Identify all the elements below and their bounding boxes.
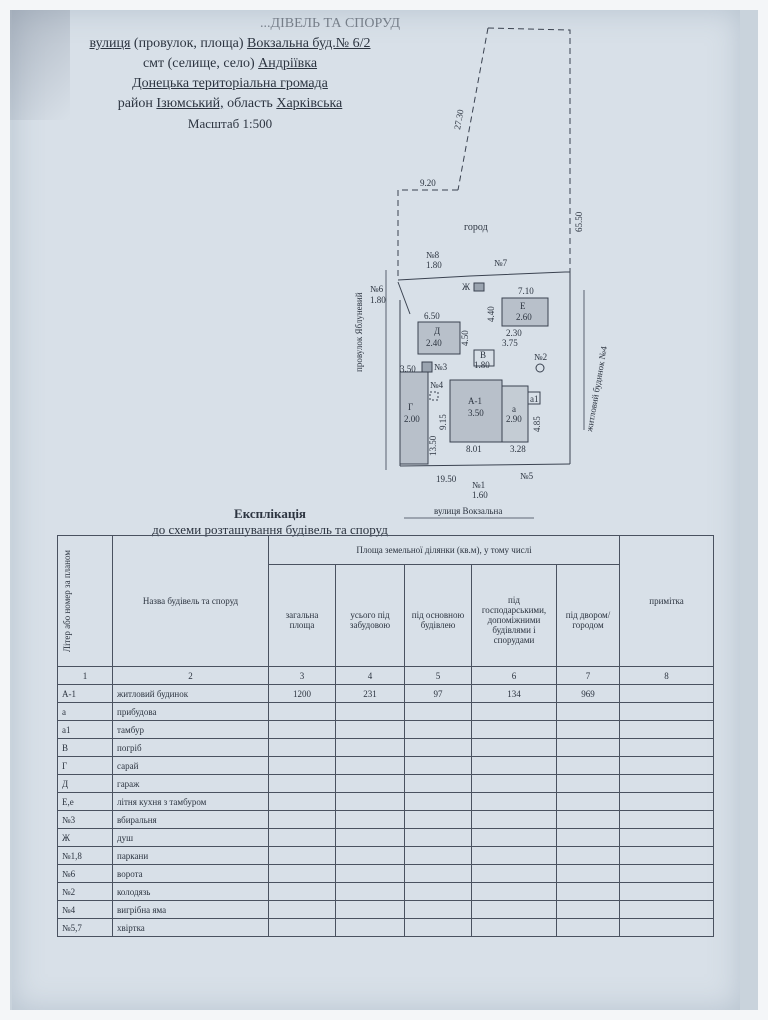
- empty-cell: [336, 739, 405, 757]
- dim-485: 4.85: [532, 416, 542, 432]
- row-name: погріб: [113, 739, 269, 757]
- empty-cell: [405, 919, 472, 937]
- row-letter: №5,7: [58, 919, 113, 937]
- settlement-value: Андріївка: [258, 56, 318, 71]
- shower-zh: [474, 283, 484, 291]
- empty-cell: [336, 811, 405, 829]
- row-letter: №6: [58, 865, 113, 883]
- row-letter: Е,е: [58, 793, 113, 811]
- plot-boundary-dashed: [488, 28, 570, 272]
- empty-cell: [269, 901, 336, 919]
- empty-cell: [269, 793, 336, 811]
- d-label: Д: [434, 326, 441, 336]
- table-row: [58, 721, 714, 739]
- empty-cell: [336, 847, 405, 865]
- region-label: область: [227, 96, 273, 111]
- garden-label: город: [464, 222, 488, 233]
- empty-cell: [336, 901, 405, 919]
- col-num: 3: [269, 667, 336, 685]
- table-row: [58, 829, 714, 847]
- row-name: вбиральня: [113, 811, 269, 829]
- col-num: 6: [472, 667, 557, 685]
- empty-cell: [336, 721, 405, 739]
- empty-cell: [472, 829, 557, 847]
- row-letter: №4: [58, 901, 113, 919]
- row-letter: В: [58, 739, 113, 757]
- empty-cell: [269, 883, 336, 901]
- table-row: [58, 739, 714, 757]
- empty-cell: [557, 865, 620, 883]
- empty-cell: [620, 901, 714, 919]
- table-row: [58, 919, 714, 937]
- col-num: 1: [58, 667, 113, 685]
- dim-801: 8.01: [466, 444, 482, 454]
- empty-cell: [472, 793, 557, 811]
- empty-cell: [557, 919, 620, 937]
- explication-heading: [60, 506, 480, 538]
- n1-value: 1.60: [472, 490, 488, 500]
- plot-boundary-diagonal: [458, 28, 488, 190]
- empty-cell: [336, 883, 405, 901]
- header-line-0: ...ДІВЕЛЬ ТА СПОРУД: [260, 16, 400, 31]
- district-label: район: [117, 96, 153, 111]
- table-row: [58, 901, 714, 919]
- g-value: 2.00: [404, 414, 420, 424]
- empty-cell: [269, 919, 336, 937]
- header-total: загальна площа: [269, 564, 336, 666]
- header-name: Назва будівель та споруд: [113, 536, 269, 667]
- empty-cell: [472, 739, 557, 757]
- row-letter: №1,8: [58, 847, 113, 865]
- d-value: 2.40: [426, 338, 442, 348]
- row-built: 231: [336, 685, 405, 703]
- col-num: 2: [113, 667, 269, 685]
- row-letter: А-1: [58, 685, 113, 703]
- empty-cell: [557, 847, 620, 865]
- row-letter: Г: [58, 757, 113, 775]
- row-letter: Д: [58, 775, 113, 793]
- empty-cell: [269, 829, 336, 847]
- dim-328: 3.28: [510, 444, 526, 454]
- empty-cell: [557, 721, 620, 739]
- pit-n4: [430, 392, 438, 400]
- table-row: [58, 793, 714, 811]
- empty-cell: [472, 865, 557, 883]
- empty-cell: [557, 775, 620, 793]
- empty-cell: [557, 883, 620, 901]
- n2-label: №2: [534, 352, 548, 362]
- empty-cell: [472, 775, 557, 793]
- scale-label: Масштаб 1:500: [187, 116, 273, 131]
- header-built: усього під забудовою: [336, 564, 405, 666]
- table-row: [58, 883, 714, 901]
- n8-label: №8: [426, 250, 440, 260]
- table-row: [58, 685, 714, 703]
- row-name: сарай: [113, 757, 269, 775]
- a-label: а: [512, 404, 516, 414]
- row-name: душ: [113, 829, 269, 847]
- fence-line: [398, 272, 570, 280]
- empty-cell: [336, 829, 405, 847]
- street-left-label: провулок Яблуневий: [354, 292, 364, 372]
- empty-cell: [336, 757, 405, 775]
- empty-cell: [620, 739, 714, 757]
- row-name: паркани: [113, 847, 269, 865]
- empty-cell: [472, 919, 557, 937]
- row-aux: 134: [472, 685, 557, 703]
- empty-cell: [620, 919, 714, 937]
- header-yard: під двором/ городом: [557, 564, 620, 666]
- row-note: [620, 685, 714, 703]
- empty-cell: [336, 865, 405, 883]
- row-letter: а: [58, 703, 113, 721]
- a1-value: 3.50: [468, 408, 484, 418]
- empty-cell: [336, 703, 405, 721]
- n7-label: №7: [494, 258, 508, 268]
- street-type: вулиця: [89, 36, 131, 51]
- empty-cell: [620, 775, 714, 793]
- dim-650: 6.50: [424, 311, 440, 321]
- empty-cell: [557, 793, 620, 811]
- dim-1950: 19.50: [436, 474, 457, 484]
- empty-cell: [620, 847, 714, 865]
- empty-cell: [472, 703, 557, 721]
- community-line: Донецька територіальна громада: [132, 76, 328, 91]
- row-name: прибудова: [113, 703, 269, 721]
- empty-cell: [557, 739, 620, 757]
- empty-cell: [269, 757, 336, 775]
- empty-cell: [269, 703, 336, 721]
- empty-cell: [405, 811, 472, 829]
- region-value: Харківська: [276, 96, 343, 111]
- empty-cell: [557, 703, 620, 721]
- dim-440: 4.40: [486, 306, 496, 322]
- empty-cell: [405, 775, 472, 793]
- column-number-row: [58, 667, 714, 685]
- empty-cell: [472, 721, 557, 739]
- e-value: 2.60: [516, 312, 532, 322]
- dim-1350: 13.50: [428, 435, 438, 456]
- row-name: гараж: [113, 775, 269, 793]
- table-row: [58, 811, 714, 829]
- empty-cell: [620, 721, 714, 739]
- explication-subtitle: до схеми розташування будівель та споруд: [152, 522, 388, 537]
- empty-cell: [336, 919, 405, 937]
- well-n2: [536, 364, 544, 372]
- n5-label: №5: [520, 471, 534, 481]
- empty-cell: [269, 739, 336, 757]
- zh-label: Ж: [462, 282, 471, 292]
- row-total: 1200: [269, 685, 336, 703]
- empty-cell: [405, 793, 472, 811]
- empty-cell: [405, 847, 472, 865]
- header-letter-cell: [58, 536, 113, 667]
- col-num: 8: [620, 667, 714, 685]
- empty-cell: [620, 829, 714, 847]
- table-row: [58, 775, 714, 793]
- district-value: Ізюмський,: [156, 96, 224, 111]
- explication-table: [57, 535, 714, 937]
- e-label: Е: [520, 301, 526, 311]
- empty-cell: [557, 829, 620, 847]
- row-name: хвіртка: [113, 919, 269, 937]
- empty-cell: [405, 865, 472, 883]
- header-note: примітка: [620, 536, 714, 667]
- dim-375: 3.75: [502, 338, 518, 348]
- header-letter: Літер або номер за планом: [62, 549, 72, 653]
- dim-350: 3.50: [400, 364, 416, 374]
- empty-cell: [405, 703, 472, 721]
- dim-right: 65.50: [574, 211, 584, 232]
- empty-cell: [405, 901, 472, 919]
- n1-label: №1: [472, 480, 486, 490]
- toilet-n3: [422, 362, 432, 372]
- dim-915: 9.15: [438, 414, 448, 430]
- empty-cell: [472, 901, 557, 919]
- header-row-1: [58, 536, 714, 565]
- empty-cell: [620, 865, 714, 883]
- n6-value: 1.80: [370, 295, 386, 305]
- row-name: вигрібна яма: [113, 901, 269, 919]
- empty-cell: [620, 703, 714, 721]
- empty-cell: [405, 829, 472, 847]
- empty-cell: [269, 847, 336, 865]
- row-name: літня кухня з тамбуром: [113, 793, 269, 811]
- row-letter: №2: [58, 883, 113, 901]
- empty-cell: [620, 811, 714, 829]
- g-label: Г: [408, 402, 414, 412]
- empty-cell: [557, 811, 620, 829]
- row-name: тамбур: [113, 721, 269, 739]
- header-main: під основною будівлею: [405, 564, 472, 666]
- a1small-label: а1: [530, 394, 539, 404]
- row-yard: 969: [557, 685, 620, 703]
- empty-cell: [620, 793, 714, 811]
- table-row: [58, 847, 714, 865]
- table-row: [58, 757, 714, 775]
- empty-cell: [405, 757, 472, 775]
- dim-710: 7.10: [518, 286, 534, 296]
- empty-cell: [405, 883, 472, 901]
- dim-230: 2.30: [506, 328, 522, 338]
- row-name: колодязь: [113, 883, 269, 901]
- empty-cell: [557, 901, 620, 919]
- explication-title: Експлікація: [234, 506, 306, 521]
- empty-cell: [269, 721, 336, 739]
- street-right-label: житловий будинок №4: [584, 345, 609, 433]
- empty-cell: [472, 847, 557, 865]
- row-letter: Ж: [58, 829, 113, 847]
- empty-cell: [472, 811, 557, 829]
- row-letter: а1: [58, 721, 113, 739]
- dim-left-top: 9.20: [420, 178, 436, 188]
- v-value: 1.80: [474, 360, 490, 370]
- header-area-group: Площа земельної ділянки (кв.м), у тому числі: [269, 536, 620, 565]
- row-main: 97: [405, 685, 472, 703]
- empty-cell: [620, 883, 714, 901]
- a-value: 2.90: [506, 414, 522, 424]
- row-name: житловий будинок: [113, 685, 269, 703]
- n4-label: №4: [430, 380, 444, 390]
- n3-label: №3: [434, 362, 448, 372]
- header-aux: під господарськими, допоміжними будівлями і спорудами: [472, 564, 557, 666]
- col-num: 5: [405, 667, 472, 685]
- empty-cell: [472, 883, 557, 901]
- street-alt-types: (провулок, площа): [133, 36, 244, 51]
- row-letter: №3: [58, 811, 113, 829]
- col-num: 7: [557, 667, 620, 685]
- street-value: Вокзальна буд.№ 6/2: [247, 36, 371, 51]
- n8-value: 1.80: [426, 260, 442, 270]
- empty-cell: [269, 811, 336, 829]
- empty-cell: [557, 757, 620, 775]
- dim-top: 27.30: [452, 108, 466, 131]
- street-bottom-label: вулиця Вокзальна: [434, 506, 503, 516]
- empty-cell: [269, 865, 336, 883]
- n6-label: №6: [370, 284, 384, 294]
- table-row: [58, 865, 714, 883]
- col-num: 4: [336, 667, 405, 685]
- dim-450: 4.50: [460, 330, 470, 346]
- empty-cell: [336, 775, 405, 793]
- empty-cell: [472, 757, 557, 775]
- row-name: ворота: [113, 865, 269, 883]
- table-row: [58, 703, 714, 721]
- empty-cell: [405, 721, 472, 739]
- v-label: В: [480, 350, 487, 360]
- empty-cell: [269, 775, 336, 793]
- empty-cell: [620, 757, 714, 775]
- settlement-type: смт (селище, село): [142, 56, 255, 71]
- empty-cell: [336, 793, 405, 811]
- a1-label: А-1: [468, 396, 482, 406]
- empty-cell: [405, 739, 472, 757]
